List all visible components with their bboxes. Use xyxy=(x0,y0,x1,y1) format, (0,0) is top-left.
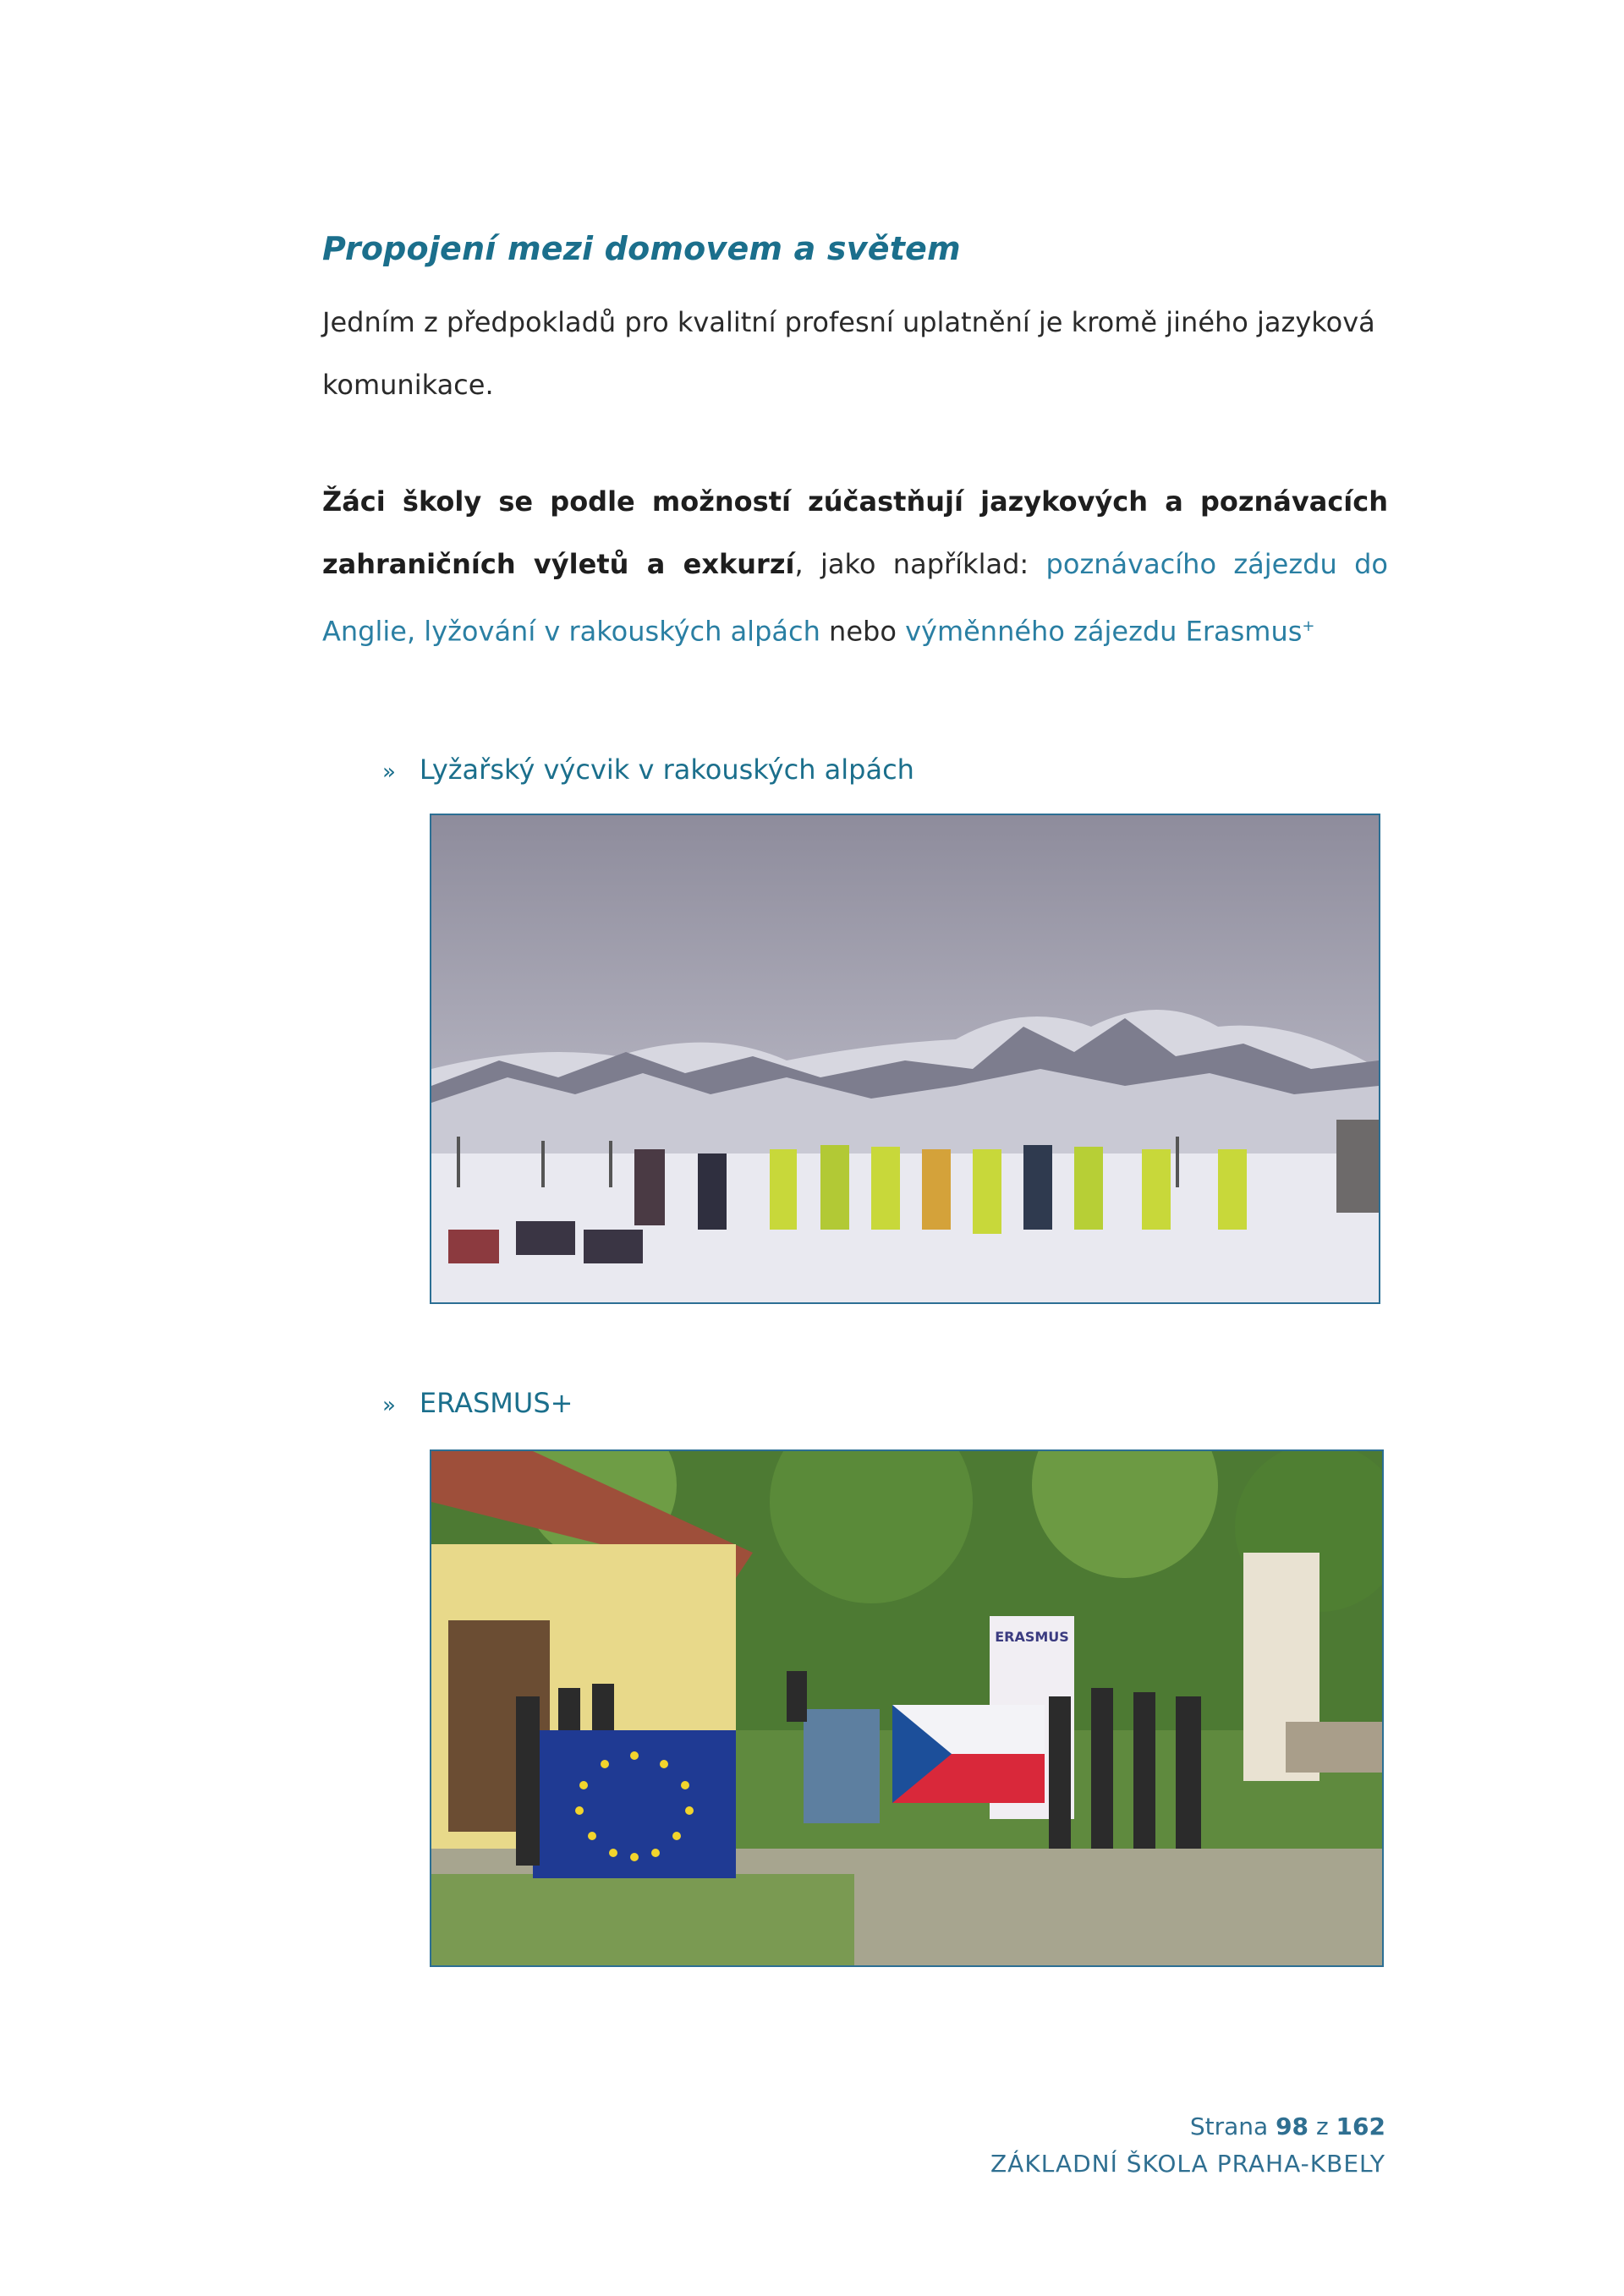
intro-paragraph: Jedním z předpokladů pro kvalitní profesní uplatnění je kromě jiného jazyková komunikace. xyxy=(322,306,1375,401)
trips-link-england-alps: poznávacího zájezdu do Anglie, lyžování v rakouských alpách xyxy=(322,548,1389,648)
trips-link-erasmus: výměnného zájezdu Erasmus xyxy=(905,615,1303,648)
trips-link-erasmus-sup: + xyxy=(1302,617,1315,635)
bullet-ski-label: Lyžařský výcvik v rakouských alpách xyxy=(419,753,914,786)
page-current: 98 xyxy=(1276,2112,1309,2140)
erasmus-photo-illustration xyxy=(431,1451,1382,1965)
section-heading: Propojení mezi domovem a světem xyxy=(322,230,961,267)
erasmus-group-photo xyxy=(430,1449,1384,1967)
page-total: 162 xyxy=(1336,2112,1385,2140)
erasmus-banner-text: ERASMUS xyxy=(995,1629,1069,1645)
page-prefix: Strana xyxy=(1189,2112,1269,2140)
trips-paragraph xyxy=(322,470,1388,663)
trips-paragraph-connector: nebo xyxy=(820,615,906,648)
trips-paragraph-middle: , jako například: xyxy=(794,548,1046,580)
ski-group-photo xyxy=(430,814,1380,1304)
bullet-ski-course xyxy=(382,753,914,786)
bullet-marker-icon: » xyxy=(382,759,396,785)
page-number xyxy=(990,2108,1385,2145)
ski-photo-illustration xyxy=(431,815,1379,1302)
bullet-marker-icon: » xyxy=(382,1393,396,1418)
page-separator: z xyxy=(1315,2112,1329,2140)
trips-paragraph-bold: Žáci školy se podle možností zúčastňují jazykových a poznávacích zahraničních výletů a exkurzí xyxy=(322,485,1388,580)
bullet-erasmus xyxy=(382,1387,573,1419)
page-footer xyxy=(990,2108,1385,2183)
school-name: ZÁKLADNÍ ŠKOLA PRAHA-KBELY xyxy=(990,2150,1385,2178)
bullet-erasmus-label: ERASMUS+ xyxy=(419,1387,573,1419)
